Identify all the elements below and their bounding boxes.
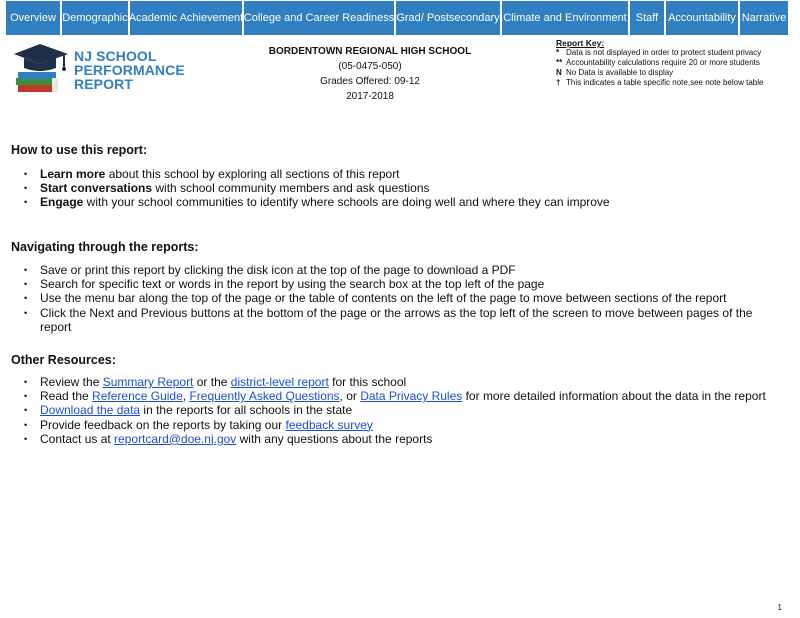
tab-staff[interactable]: Staff xyxy=(630,1,664,35)
bullet-icon: • xyxy=(24,377,28,387)
bullet-icon: • xyxy=(24,405,28,416)
item-text: Click the Next and Previous buttons at the bottom of the page or the arrows as the top left of the screen to move between pages of the report xyxy=(40,305,753,334)
list-item xyxy=(0,195,775,209)
school-code: (05-0475-050) xyxy=(338,61,402,72)
tab-academic-achievement[interactable]: Academic Achievement xyxy=(130,1,242,35)
item-bold: Start conversations xyxy=(40,181,153,196)
bullet-icon: • xyxy=(24,183,28,194)
key-text: Accountability calculations require 20 or more students xyxy=(566,58,760,67)
key-row xyxy=(556,68,796,78)
list-item xyxy=(0,291,775,305)
navigating-list xyxy=(0,263,790,334)
item-text: , xyxy=(182,389,190,404)
bullet-icon: • xyxy=(24,169,28,179)
item-text: , or xyxy=(339,389,361,404)
item-text: with school community members and ask questions xyxy=(152,181,430,196)
bullet-icon: • xyxy=(24,433,28,444)
school-year: 2017-2018 xyxy=(346,91,394,102)
item-text: Provide feedback on the reports by taking our xyxy=(40,417,286,432)
item-text: Save or print this report by clicking the disk icon at the top of the page to download a PDF xyxy=(40,263,516,277)
list-item xyxy=(0,167,775,181)
tab-narrative[interactable]: Narrative xyxy=(740,1,788,35)
tab-demographic[interactable]: Demographic xyxy=(62,1,128,35)
list-item xyxy=(0,375,775,389)
key-symbol: ** xyxy=(556,58,563,67)
key-symbol: * xyxy=(556,48,560,57)
key-symbol: † xyxy=(556,78,561,87)
item-bold: Learn more xyxy=(40,167,106,181)
tab-grad-postsecondary[interactable]: Grad/ Postsecondary xyxy=(396,1,500,35)
page-number: 1 xyxy=(777,603,782,612)
report-key xyxy=(556,38,796,88)
key-text: This indicates a table specific note,see note below table xyxy=(566,78,764,87)
bullet-icon: • xyxy=(24,391,28,402)
data-privacy-rules-link[interactable]: Data Privacy Rules xyxy=(360,389,463,404)
item-text: about this school by exploring all sections of this report xyxy=(105,167,400,181)
tab-college-and-career-readiness[interactable]: College and Career Readiness xyxy=(244,1,394,35)
logo-line-1: NJ SCHOOL xyxy=(74,48,157,64)
key-row xyxy=(556,48,796,58)
district-level-report-link[interactable]: district-level report xyxy=(230,375,329,389)
tab-climate-and-environment[interactable]: Climate and Environment xyxy=(502,1,628,35)
feedback-survey-link[interactable]: feedback survey xyxy=(285,417,373,432)
item-text: Search for specific text or words in the report by using the search box at the top left of the page xyxy=(40,277,545,292)
item-text: with any questions about the reports xyxy=(236,431,433,446)
key-text: No Data is available to display xyxy=(566,68,674,77)
item-text: for this school xyxy=(328,375,407,389)
contact-email-link[interactable]: reportcard@doe.nj.gov xyxy=(114,431,237,446)
school-header xyxy=(240,44,500,104)
navigating-heading: Navigating through the reports: xyxy=(11,240,199,254)
item-bold: Engage xyxy=(40,195,84,210)
key-row xyxy=(556,58,796,68)
bullet-icon: • xyxy=(24,307,28,318)
logo-text xyxy=(74,49,185,91)
grades-offered: Grades Offered: 09-12 xyxy=(320,76,420,87)
list-item xyxy=(0,181,775,195)
item-text: Review the xyxy=(40,375,103,389)
other-resources-list xyxy=(0,375,790,446)
item-text: for more detailed information about the data in the report xyxy=(462,389,766,404)
tab-overview[interactable]: Overview xyxy=(6,1,60,35)
list-item xyxy=(0,306,775,334)
bullet-icon: • xyxy=(24,279,28,290)
list-item xyxy=(0,277,775,291)
list-item xyxy=(0,403,775,417)
item-text: Contact us at xyxy=(40,431,115,446)
bullet-icon: • xyxy=(24,265,28,275)
list-item xyxy=(0,432,775,446)
key-symbol: N xyxy=(556,68,562,77)
logo-line-2: PERFORMANCE xyxy=(74,62,185,78)
summary-report-link[interactable]: Summary Report xyxy=(102,375,194,389)
list-item xyxy=(0,263,775,277)
key-row xyxy=(556,78,796,88)
bullet-icon: • xyxy=(24,419,28,430)
school-name: BORDENTOWN REGIONAL HIGH SCHOOL xyxy=(268,46,472,57)
report-key-title: Report Key: xyxy=(556,38,605,48)
list-item xyxy=(0,389,775,403)
how-to-use-list xyxy=(0,167,790,210)
key-text: Data is not displayed in order to protect student privacy xyxy=(566,48,762,57)
download-data-link[interactable]: Download the data xyxy=(40,403,141,418)
faq-link[interactable]: Frequently Asked Questions xyxy=(189,389,340,404)
logo-line-3: REPORT xyxy=(74,76,133,92)
item-text: with your school communities to identify where schools are doing well and where they can improve xyxy=(83,195,610,210)
top-nav xyxy=(6,1,788,35)
list-item xyxy=(0,418,775,432)
how-to-use-heading: How to use this report: xyxy=(11,143,148,157)
nj-school-performance-report-logo xyxy=(12,40,202,100)
other-resources-heading: Other Resources: xyxy=(11,353,116,367)
item-text: or the xyxy=(193,375,231,389)
graduation-cap-books-icon xyxy=(12,40,72,100)
bullet-icon: • xyxy=(24,197,28,208)
item-text: in the reports for all schools in the state xyxy=(140,403,353,418)
item-text: Read the xyxy=(40,389,93,404)
reference-guide-link[interactable]: Reference Guide xyxy=(92,389,183,404)
tab-accountability[interactable]: Accountability xyxy=(666,1,738,35)
bullet-icon: • xyxy=(24,293,28,304)
item-text: Use the menu bar along the top of the page or the table of contents on the left of the page to move between sections of the report xyxy=(40,291,727,306)
